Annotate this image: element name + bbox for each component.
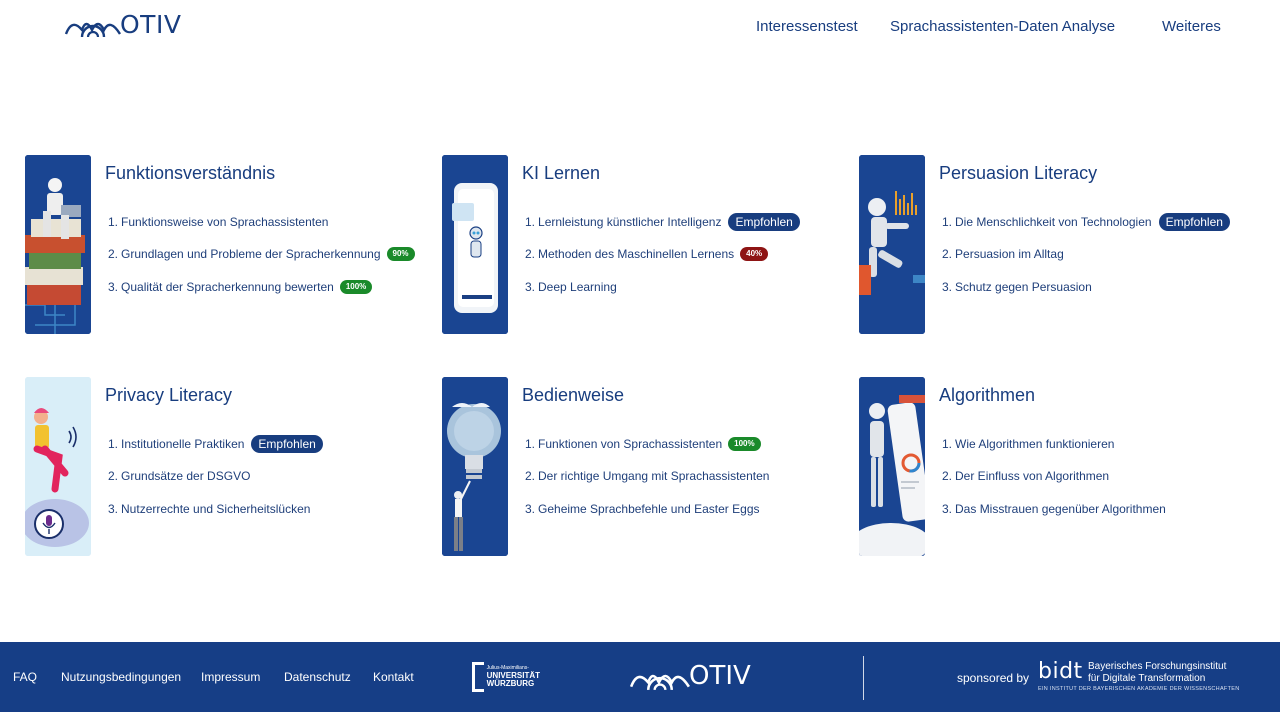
lesson-number: 3.	[108, 501, 119, 516]
lesson-list	[525, 428, 769, 525]
nav-sprachassistenten-daten-analyse[interactable]: Sprachassistenten-Daten Analyse	[890, 18, 1116, 35]
lesson-label: Persuasion im Alltag	[955, 247, 1064, 262]
lesson-number: 1.	[525, 437, 536, 452]
lesson-item[interactable]	[108, 271, 415, 303]
bidt-name-line-1: Bayerisches Forschungsinstitut	[1088, 661, 1227, 672]
progress-badge: 100%	[340, 280, 372, 294]
lesson-number: 3.	[942, 501, 953, 516]
lesson-number: 2.	[942, 469, 953, 484]
lesson-item[interactable]	[525, 428, 769, 460]
lesson-label: Qualität der Spracherkennung bewerten	[121, 279, 334, 294]
lesson-item[interactable]	[108, 493, 323, 525]
lesson-label: Das Misstrauen gegenüber Algorithmen	[955, 501, 1166, 516]
footer-link-impressum[interactable]: Impressum	[201, 670, 261, 684]
lesson-label: Nutzerrechte und Sicherheitslücken	[121, 501, 311, 516]
footer-link-nutzungsbedingungen[interactable]: Nutzungsbedingungen	[61, 670, 182, 684]
lesson-label: Lernleistung künstlicher Intelligenz	[538, 215, 722, 230]
recommended-badge: Empfohlen	[251, 435, 322, 453]
motiv-logo[interactable]	[64, 10, 181, 38]
recommended-badge: Empfohlen	[1159, 213, 1230, 231]
lesson-list	[942, 206, 1230, 303]
motiv-logo-icon	[629, 661, 691, 691]
university-logo[interactable]	[472, 662, 540, 692]
thumbnail-robot-charts[interactable]	[859, 155, 925, 334]
module-title: KI Lernen	[522, 163, 601, 183]
lesson-number: 1.	[108, 437, 119, 452]
lesson-label: Grundlagen und Probleme der Spracherkennung	[121, 247, 381, 262]
thumbnail-phone-robot[interactable]	[442, 155, 508, 334]
lesson-label: Grundsätze der DSGVO	[121, 469, 251, 484]
lesson-item[interactable]	[525, 206, 800, 238]
module-title: Bedienweise	[522, 385, 625, 405]
module-title: Privacy Literacy	[105, 385, 233, 405]
lesson-item[interactable]	[108, 428, 323, 460]
recommended-badge: Empfohlen	[728, 213, 799, 231]
university-line-2: WÜRZBURG	[486, 679, 535, 688]
logo-text: OTIV	[120, 9, 182, 39]
lesson-label: Die Menschlichkeit von Technologien	[955, 215, 1152, 230]
lesson-number: 2.	[942, 247, 953, 262]
footer-link-datenschutz[interactable]: Datenschutz	[284, 670, 351, 684]
lesson-item[interactable]	[942, 428, 1166, 460]
progress-badge: 90%	[387, 247, 415, 261]
lesson-number: 3.	[525, 501, 536, 516]
lesson-label: Wie Algorithmen funktionieren	[955, 437, 1115, 452]
motiv-logo-icon	[64, 10, 122, 38]
bidt-name-line-2: für Digitale Transformation	[1088, 673, 1206, 684]
module-card-funktionsverstaendnis	[25, 155, 425, 335]
module-card-privacy-literacy	[25, 377, 425, 557]
progress-badge: 40%	[740, 247, 768, 261]
thumbnail-lightbulb[interactable]	[442, 377, 508, 556]
module-title: Algorithmen	[939, 385, 1036, 405]
bidt-logo[interactable]: bidt	[1038, 659, 1083, 684]
module-card-bedienweise	[442, 377, 842, 557]
lesson-item[interactable]	[942, 206, 1230, 238]
nav-interessenstest[interactable]: Interessenstest	[756, 18, 858, 35]
lesson-label: Der Einfluss von Algorithmen	[955, 469, 1110, 484]
lesson-label: Institutionelle Praktiken	[121, 437, 245, 452]
footer-link-kontakt[interactable]: Kontakt	[373, 670, 414, 684]
lesson-item[interactable]	[525, 493, 769, 525]
lesson-item[interactable]	[942, 238, 1230, 270]
footer-link-faq[interactable]: FAQ	[13, 670, 38, 684]
lesson-number: 2.	[525, 469, 536, 484]
thumbnail-person-microphone[interactable]	[25, 377, 91, 556]
footer-logo-text: OTIV	[689, 661, 751, 691]
lesson-item[interactable]	[525, 271, 800, 303]
lesson-item[interactable]	[108, 460, 323, 492]
sponsored-by-label: sponsored by	[957, 671, 1030, 685]
lesson-item[interactable]	[942, 493, 1166, 525]
progress-badge: 100%	[728, 437, 760, 451]
lesson-number: 2.	[525, 247, 536, 262]
thumbnail-reading-robot[interactable]	[25, 155, 91, 334]
lesson-label: Funktionsweise von Sprachassistenten	[121, 215, 329, 230]
lesson-label: Der richtige Umgang mit Sprachassistenten	[538, 469, 770, 484]
lesson-label: Schutz gegen Persuasion	[955, 279, 1092, 294]
lesson-item[interactable]	[525, 460, 769, 492]
footer-divider	[863, 656, 864, 700]
module-card-ki-lernen	[442, 155, 842, 335]
module-title: Persuasion Literacy	[939, 163, 1098, 183]
lesson-number: 2.	[108, 469, 119, 484]
university-logo-icon	[472, 662, 484, 692]
university-line-1: UNIVERSITÄT	[486, 671, 540, 680]
lesson-item[interactable]	[108, 206, 415, 238]
lesson-label: Deep Learning	[538, 279, 617, 294]
site-header	[0, 0, 1280, 60]
lesson-number: 3.	[525, 279, 536, 294]
bidt-name	[1088, 661, 1226, 685]
lesson-list	[525, 206, 800, 303]
university-small-text: Julius-Maximilians-	[486, 665, 529, 671]
lesson-item[interactable]	[108, 238, 415, 270]
bidt-subtitle: EIN INSTITUT DER BAYERISCHEN AKADEMIE DER WISSENSCHAFTEN	[1038, 686, 1240, 692]
lesson-item[interactable]	[942, 271, 1230, 303]
lesson-number: 3.	[942, 279, 953, 294]
lesson-number: 1.	[942, 437, 953, 452]
lesson-item[interactable]	[942, 460, 1166, 492]
lesson-number: 3.	[108, 279, 119, 294]
module-card-persuasion-literacy	[859, 155, 1259, 335]
lesson-number: 1.	[942, 215, 953, 230]
lesson-list	[942, 428, 1166, 525]
lesson-number: 1.	[525, 215, 536, 230]
lesson-label: Geheime Sprachbefehle und Easter Eggs	[538, 501, 760, 516]
thumbnail-robot-document[interactable]	[859, 377, 925, 556]
lesson-list	[108, 428, 323, 525]
module-title: Funktionsverständnis	[105, 163, 276, 183]
site-footer	[0, 642, 1280, 712]
lesson-list	[108, 206, 415, 303]
module-card-algorithmen	[859, 377, 1259, 557]
nav-weiteres[interactable]: Weiteres	[1162, 18, 1221, 35]
footer-motiv-logo[interactable]	[629, 661, 751, 691]
lesson-number: 2.	[108, 247, 119, 262]
university-logo-text	[487, 666, 540, 688]
lesson-label: Methoden des Maschinellen Lernens	[538, 247, 735, 262]
lesson-item[interactable]	[525, 238, 800, 270]
lesson-label: Funktionen von Sprachassistenten	[538, 437, 723, 452]
lesson-number: 1.	[108, 215, 119, 230]
